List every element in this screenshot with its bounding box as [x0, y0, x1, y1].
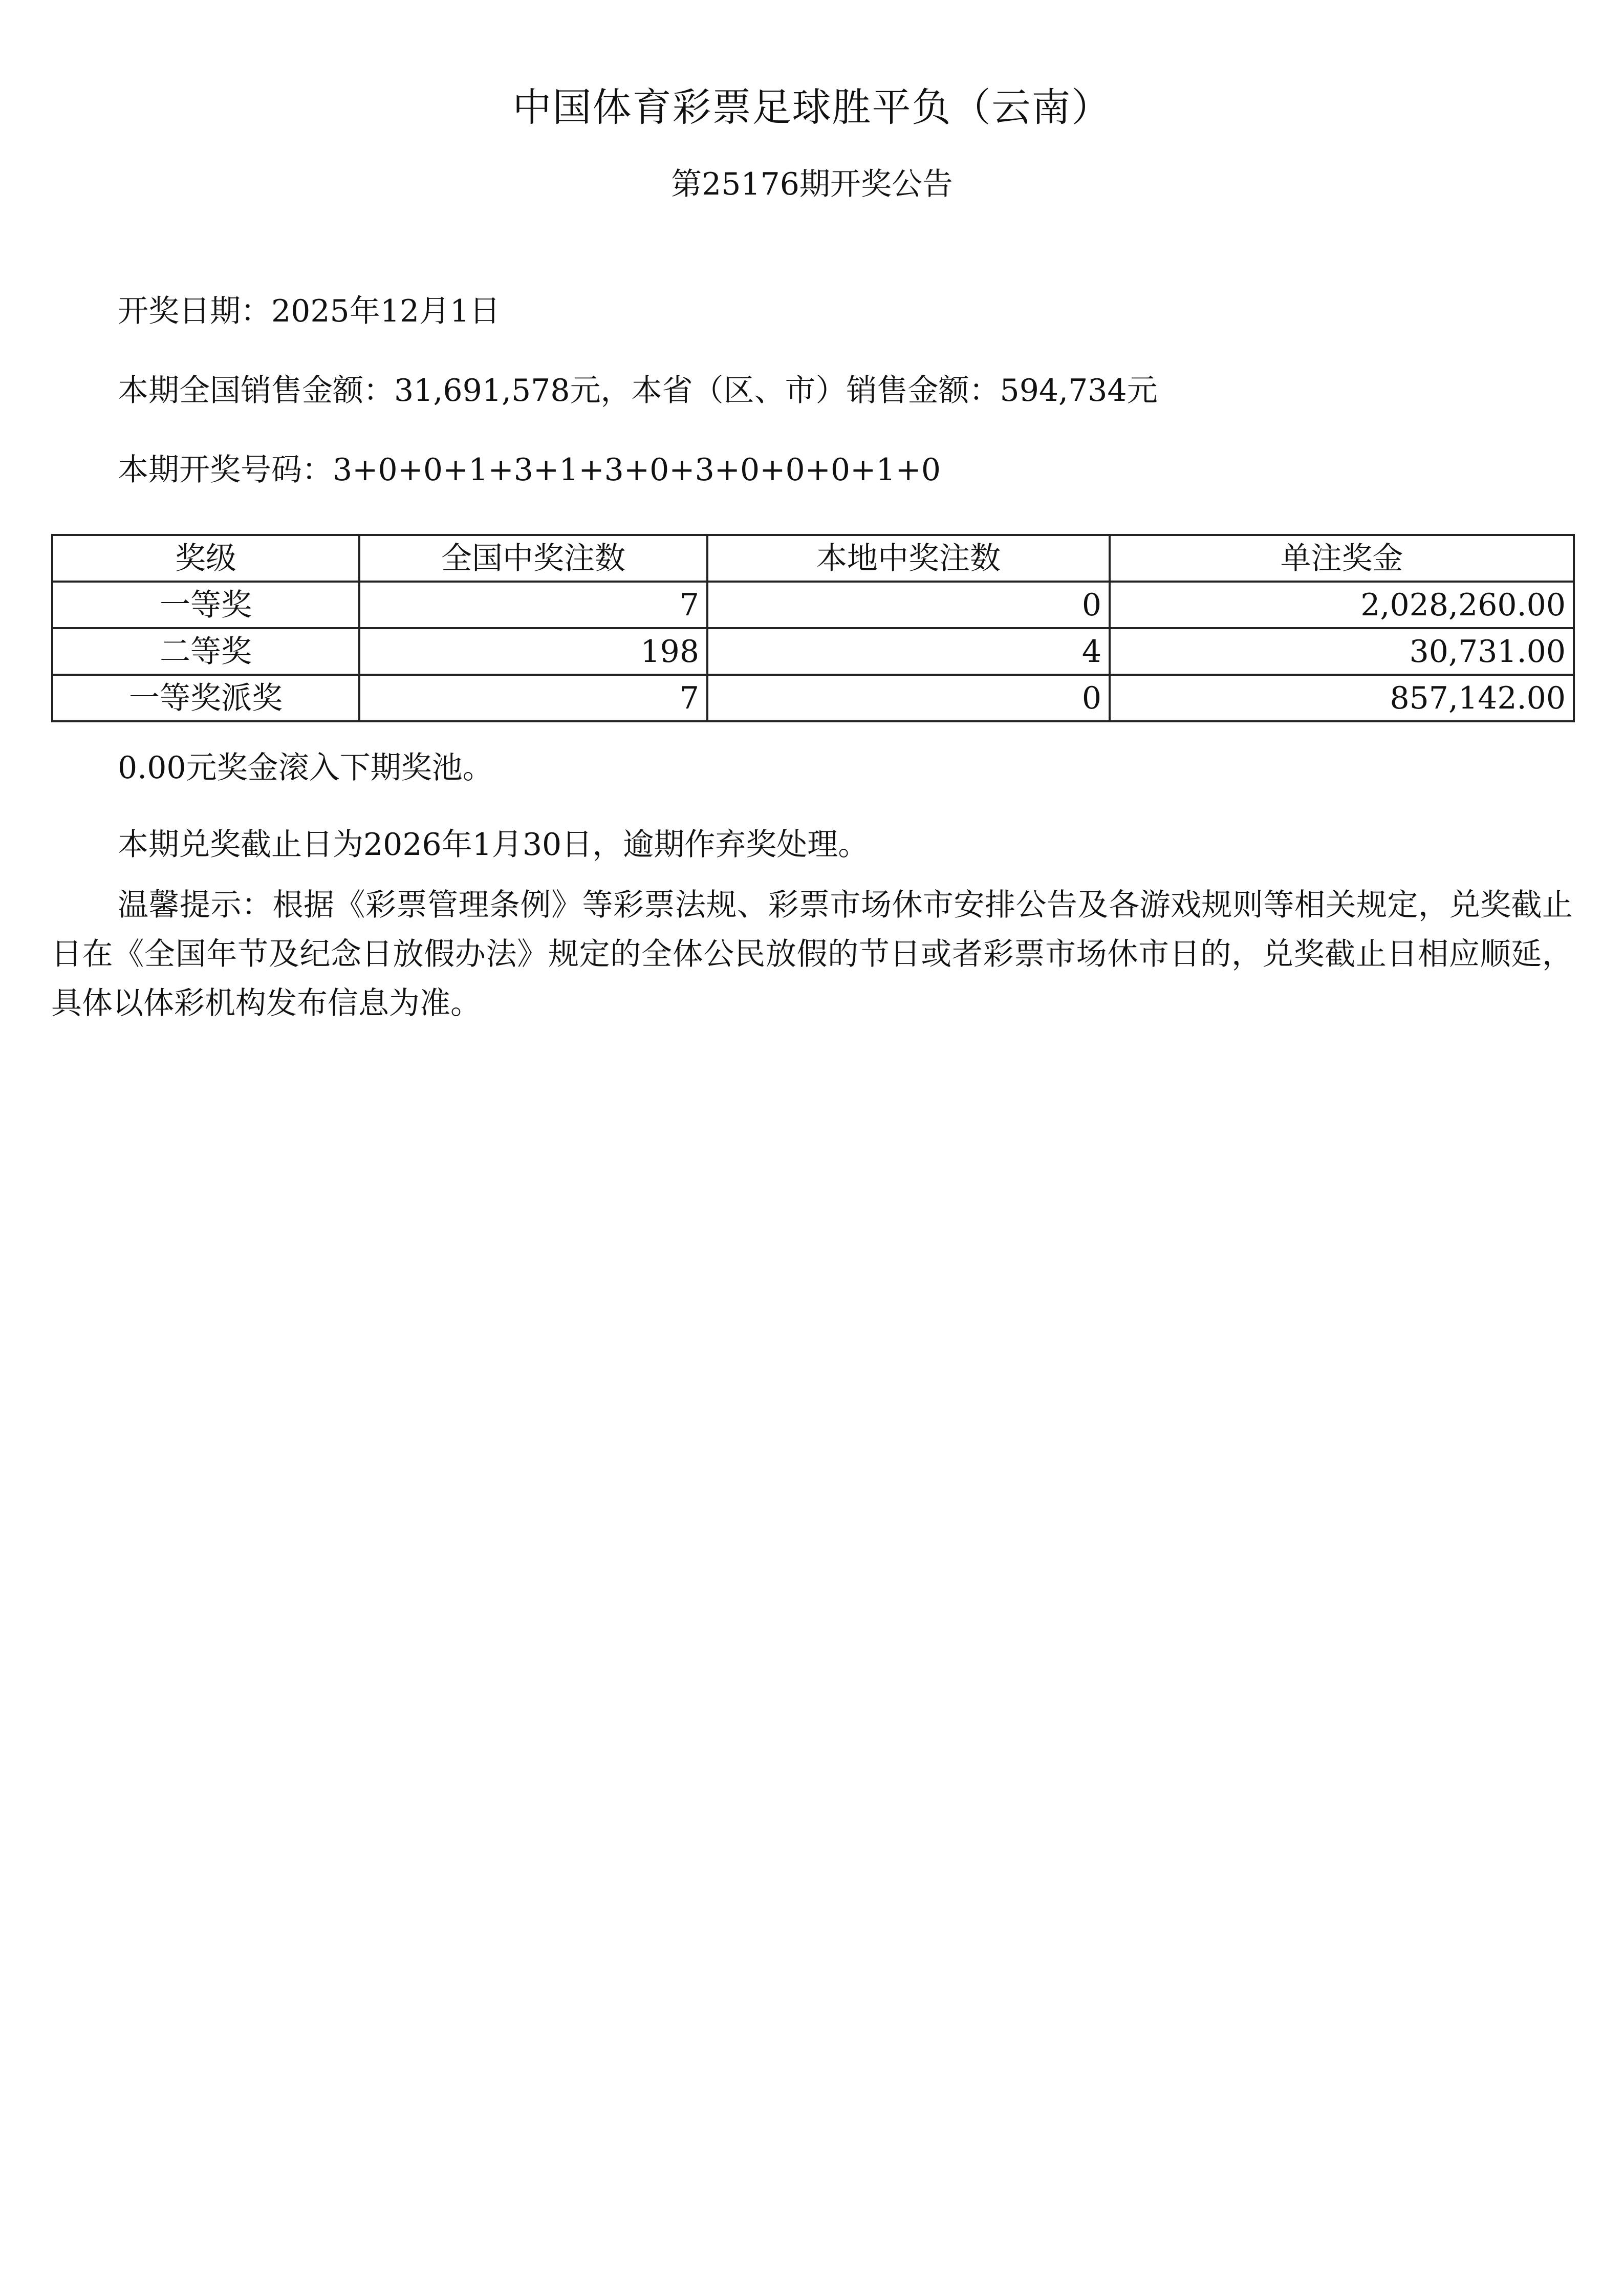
winning-numbers: 本期开奖号码：3+0+0+1+3+1+3+0+3+0+0+0+1+0	[118, 452, 941, 488]
table-row	[52, 675, 1574, 721]
page-title: 中国体育彩票足球胜平负（云南）	[512, 84, 1112, 130]
local-winners: 0	[707, 675, 1110, 721]
prize-amount: 857,142.00	[1110, 675, 1574, 721]
prize-level: 二等奖	[52, 628, 359, 675]
local-winners: 0	[707, 582, 1110, 628]
national-winners: 198	[359, 628, 707, 675]
header-prize-amount: 单注奖金	[1110, 535, 1574, 582]
prize-level: 一等奖	[52, 582, 359, 628]
header-prize-level: 奖级	[52, 535, 359, 582]
claim-deadline: 本期兑奖截止日为2026年1月30日，逾期作弃奖处理。	[118, 827, 869, 863]
rollover-note: 0.00元奖金滚入下期奖池。	[118, 750, 493, 786]
local-winners: 4	[707, 628, 1110, 675]
table-header-row	[52, 535, 1574, 582]
issue-subtitle: 第25176期开奖公告	[671, 166, 953, 202]
draw-date: 开奖日期：2025年12月1日	[118, 293, 501, 329]
sales-amount: 本期全国销售金额：31,691,578元，本省（区、市）销售金额：594,734元	[118, 373, 1158, 409]
prize-level: 一等奖派奖	[52, 675, 359, 721]
prize-amount: 30,731.00	[1110, 628, 1574, 675]
table-row	[52, 582, 1574, 628]
header-national-winners: 全国中奖注数	[359, 535, 707, 582]
header-local-winners: 本地中奖注数	[707, 535, 1110, 582]
prize-amount: 2,028,260.00	[1110, 582, 1574, 628]
table-row	[52, 628, 1574, 675]
prize-table	[51, 534, 1575, 722]
reminder-notice: 温馨提示：根据《彩票管理条例》等彩票法规、彩票市场休市安排公告及各游戏规则等相关规定，兑奖截止日在《全国年节及纪念日放假办法》规定的全体公民放假的节日或者彩票市场休市日的，兑奖截止日相应顺延，具体以体彩机构发布信息为准。	[51, 887, 1573, 1021]
national-winners: 7	[359, 582, 707, 628]
national-winners: 7	[359, 675, 707, 721]
